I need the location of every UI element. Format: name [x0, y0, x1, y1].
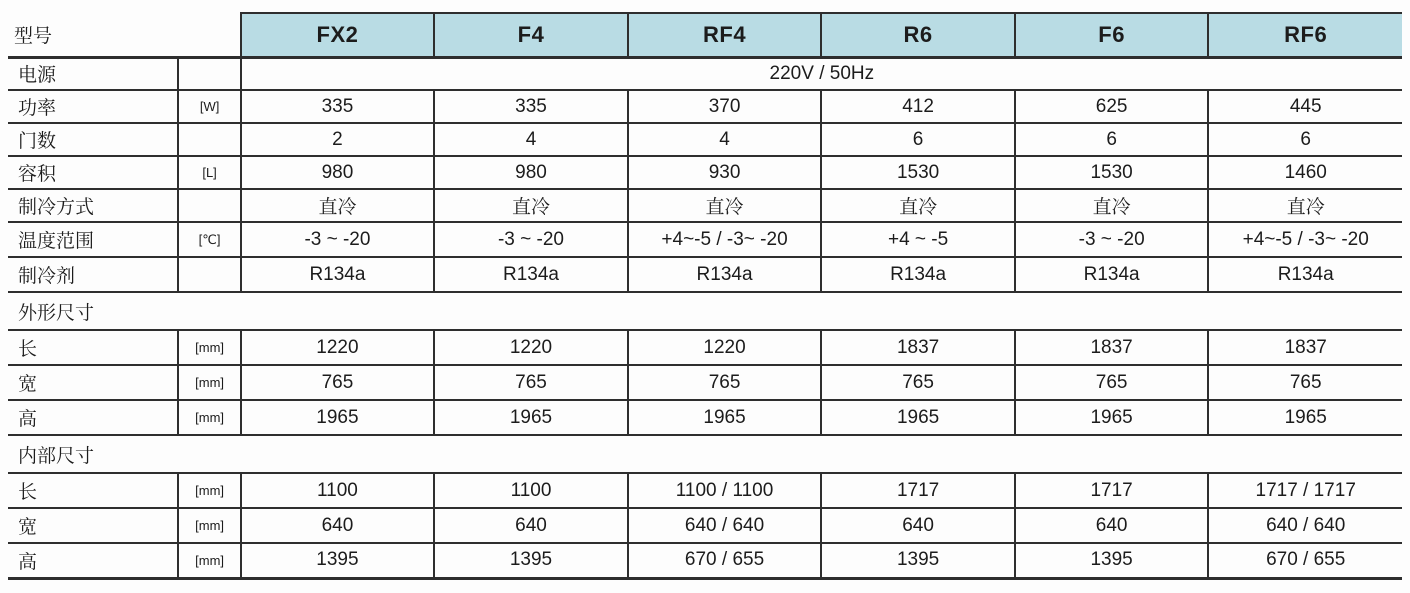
spec-value: 640: [1015, 508, 1209, 543]
spec-value: 1395: [1015, 543, 1209, 578]
spec-value: 670 / 655: [1208, 543, 1402, 578]
unit-cell: [L]: [178, 156, 240, 189]
power-row: [8, 90, 1402, 123]
spec-value: 1530: [821, 156, 1015, 189]
outer-height-row: [8, 400, 1402, 435]
spec-value: 1965: [1015, 400, 1209, 435]
unit-cell: [℃]: [178, 222, 240, 257]
spec-value: -3 ~ -20: [1015, 222, 1209, 257]
spec-value: 6: [821, 123, 1015, 156]
outer-dims-section-row: [8, 292, 1402, 330]
row-label: 高: [8, 543, 178, 578]
model-header-f6: F6: [1015, 13, 1209, 57]
spec-value: 765: [628, 365, 822, 400]
unit-cell: [mm]: [178, 543, 240, 578]
spec-value: 1837: [1208, 330, 1402, 365]
row-label: 长: [8, 330, 178, 365]
temp-range-row: [8, 222, 1402, 257]
power-supply-value: 220V / 50Hz: [241, 57, 1402, 90]
spec-value: 1395: [434, 543, 628, 578]
row-label: 电源: [8, 57, 178, 90]
spec-value: 直冷: [628, 189, 822, 222]
row-label: 宽: [8, 365, 178, 400]
spec-value: 370: [628, 90, 822, 123]
model-spec-table: [8, 12, 1402, 580]
spec-value: 1965: [628, 400, 822, 435]
outer-dims-section-label: 外形尺寸: [8, 292, 1402, 330]
unit-cell: [mm]: [178, 400, 240, 435]
spec-value: 直冷: [434, 189, 628, 222]
door-count-row: [8, 123, 1402, 156]
spec-value: 765: [821, 365, 1015, 400]
spec-value: 4: [434, 123, 628, 156]
spec-value: 1837: [821, 330, 1015, 365]
inner-length-row: [8, 473, 1402, 508]
inner-dims-section-row: [8, 435, 1402, 473]
spec-value: R134a: [1208, 257, 1402, 292]
spec-value: R134a: [241, 257, 435, 292]
spec-value: R134a: [628, 257, 822, 292]
row-label: 温度范围: [8, 222, 178, 257]
spec-value: 1717: [821, 473, 1015, 508]
spec-value: 640: [821, 508, 1015, 543]
spec-value: 1460: [1208, 156, 1402, 189]
model-row-label: 型号: [8, 13, 241, 57]
spec-value: 直冷: [1208, 189, 1402, 222]
spec-value: 1100 / 1100: [628, 473, 822, 508]
spec-value: 1717 / 1717: [1208, 473, 1402, 508]
model-header-rf4: RF4: [628, 13, 822, 57]
spec-value: 625: [1015, 90, 1209, 123]
unit-cell: [178, 257, 240, 292]
row-label: 功率: [8, 90, 178, 123]
unit-cell: [178, 57, 240, 90]
spec-value: 1220: [434, 330, 628, 365]
model-header-f4: F4: [434, 13, 628, 57]
model-header-row: [8, 13, 1402, 57]
row-label: 门数: [8, 123, 178, 156]
row-label: 制冷方式: [8, 189, 178, 222]
unit-cell: [178, 123, 240, 156]
unit-cell: [W]: [178, 90, 240, 123]
spec-value: 670 / 655: [628, 543, 822, 578]
power-supply-row: [8, 57, 1402, 90]
spec-value: 640 / 640: [628, 508, 822, 543]
spec-value: 640: [434, 508, 628, 543]
spec-value: 1100: [434, 473, 628, 508]
spec-value: 直冷: [821, 189, 1015, 222]
spec-value: 直冷: [1015, 189, 1209, 222]
model-header-fx2: FX2: [241, 13, 435, 57]
spec-value: 765: [1015, 365, 1209, 400]
spec-value: 335: [434, 90, 628, 123]
spec-value: 412: [821, 90, 1015, 123]
spec-value: +4~-5 / -3~ -20: [628, 222, 822, 257]
cooling-type-row: [8, 189, 1402, 222]
spec-value: 1220: [628, 330, 822, 365]
spec-value: 6: [1015, 123, 1209, 156]
outer-width-row: [8, 365, 1402, 400]
unit-cell: [178, 189, 240, 222]
spec-value: 930: [628, 156, 822, 189]
spec-value: 765: [434, 365, 628, 400]
spec-value: 2: [241, 123, 435, 156]
spec-value: 1965: [434, 400, 628, 435]
spec-value: R134a: [1015, 257, 1209, 292]
spec-value: 1965: [241, 400, 435, 435]
inner-width-row: [8, 508, 1402, 543]
model-header-r6: R6: [821, 13, 1015, 57]
spec-value: 1395: [241, 543, 435, 578]
spec-value: 1965: [821, 400, 1015, 435]
row-label: 高: [8, 400, 178, 435]
unit-cell: [mm]: [178, 473, 240, 508]
spec-value: 直冷: [241, 189, 435, 222]
spec-value: +4~-5 / -3~ -20: [1208, 222, 1402, 257]
spec-value: 765: [241, 365, 435, 400]
model-header-rf6: RF6: [1208, 13, 1402, 57]
outer-length-row: [8, 330, 1402, 365]
inner-dims-section-label: 内部尺寸: [8, 435, 1402, 473]
unit-cell: [mm]: [178, 365, 240, 400]
spec-value: 980: [241, 156, 435, 189]
spec-value: R134a: [434, 257, 628, 292]
spec-value: 445: [1208, 90, 1402, 123]
spec-value: -3 ~ -20: [434, 222, 628, 257]
spec-value: 980: [434, 156, 628, 189]
row-label: 容积: [8, 156, 178, 189]
spec-value: 1220: [241, 330, 435, 365]
spec-value: 1837: [1015, 330, 1209, 365]
spec-value: 1965: [1208, 400, 1402, 435]
spec-value: 4: [628, 123, 822, 156]
volume-row: [8, 156, 1402, 189]
spec-value: 1100: [241, 473, 435, 508]
spec-value: 335: [241, 90, 435, 123]
row-label: 制冷剂: [8, 257, 178, 292]
spec-value: 640 / 640: [1208, 508, 1402, 543]
spec-value: 1395: [821, 543, 1015, 578]
spec-value: +4 ~ -5: [821, 222, 1015, 257]
row-label: 长: [8, 473, 178, 508]
row-label: 宽: [8, 508, 178, 543]
unit-cell: [mm]: [178, 330, 240, 365]
spec-value: R134a: [821, 257, 1015, 292]
spec-value: 1530: [1015, 156, 1209, 189]
spec-value: 640: [241, 508, 435, 543]
spec-value: 765: [1208, 365, 1402, 400]
inner-height-row: [8, 543, 1402, 578]
unit-cell: [mm]: [178, 508, 240, 543]
spec-value: 1717: [1015, 473, 1209, 508]
spec-value: 6: [1208, 123, 1402, 156]
refrigerant-row: [8, 257, 1402, 292]
spec-value: -3 ~ -20: [241, 222, 435, 257]
